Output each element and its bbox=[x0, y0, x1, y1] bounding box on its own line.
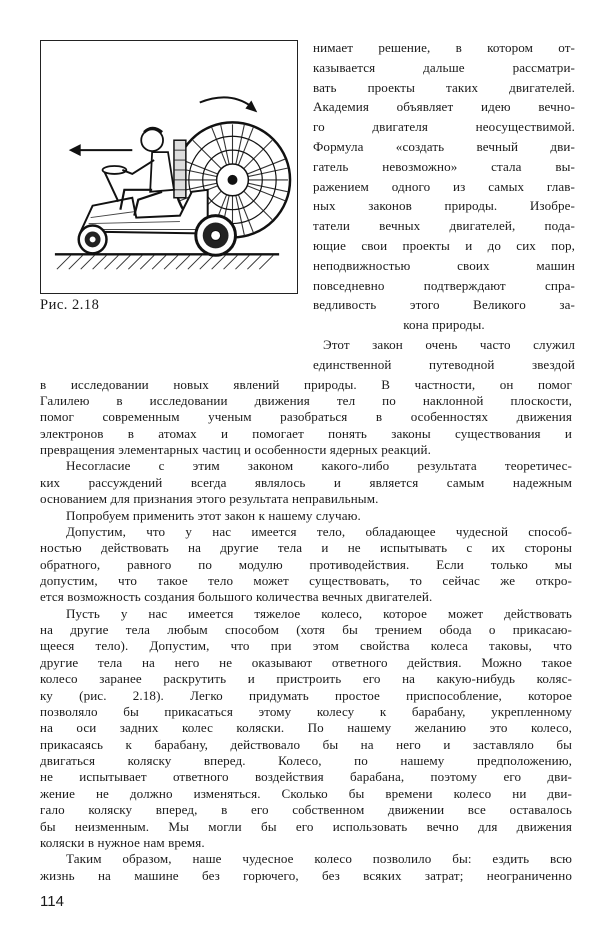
body-line: Таким образом, наше чудесное колесо позволило бы: ездить всю bbox=[66, 851, 572, 867]
body-line: превращения элементарных частиц и особенности ядерных реакций. bbox=[40, 442, 431, 458]
body-line: ется возможность создания большого количества вечных двигателей. bbox=[40, 589, 433, 605]
body-line: Галилею в исследовании движения тел по наклонной плоскости, bbox=[40, 392, 572, 408]
column-line: го двигателя неосуществимой. bbox=[313, 119, 575, 135]
body-line: Попробуем применить этот закон к нашему случаю. bbox=[66, 507, 361, 523]
body-line: Допустим, что у нас имеется тело, обладающее чудесной способ- bbox=[66, 523, 572, 539]
perpetual-wheel-cart-illustration bbox=[41, 41, 297, 293]
body-line: ку (рис. 2.18). Легко придумать простое приспособление, которое bbox=[40, 687, 572, 703]
body-line: Несогласие с этим законом какого-либо результата теоретичес- bbox=[66, 458, 572, 474]
body-line: коляски в нужное нам время. bbox=[40, 834, 205, 850]
body-line: прикасаясь к барабану, действовало бы на него и заставляло бы bbox=[40, 736, 572, 752]
column-line: ющие свои проекты и до сих пор, bbox=[313, 238, 575, 253]
body-line: электронов в атомах и помогает понять законы существования и bbox=[40, 425, 572, 441]
figure-caption: Рис. 2.18 bbox=[40, 297, 100, 313]
column-line: вать проекты таких двигателей. bbox=[313, 79, 575, 95]
body-line: на оси задних колес коляски. По нашему желанию это колесо, bbox=[40, 720, 572, 736]
body-line: щееся тело). Допустим, что при этом свойства колеса таковы, что bbox=[40, 638, 572, 654]
column-line: казывается дальше рассматри- bbox=[313, 59, 575, 75]
column-line: кона природы. bbox=[403, 317, 485, 333]
column-line: гатель невозможно» стала вы- bbox=[313, 158, 575, 174]
body-line: помог современным ученым разобраться в особенностях движения bbox=[40, 409, 572, 425]
column-line: татели вечных двигателей, пода- bbox=[313, 218, 575, 234]
body-line: другие тела на него не оказывают ответного действия. Можно такое bbox=[40, 654, 572, 670]
column-line: единственной путеводной звездой bbox=[313, 356, 575, 372]
figure-2-18 bbox=[40, 40, 298, 294]
body-line: бы неизменным. Мы могли бы его использовать вечно для движения bbox=[40, 818, 572, 834]
body-line: на другие тела любым способом (хотя бы трением обода о прикасаю- bbox=[40, 622, 572, 638]
column-line: ражением одного из самых глав- bbox=[313, 178, 575, 194]
body-line: Пусть у нас имеется тяжелое колесо, которое может действовать bbox=[66, 605, 572, 621]
body-line: допустим, что такое тело может существовать, то сейчас же откро- bbox=[40, 573, 572, 588]
body-line: в исследовании новых явлений природы. В частности, он помог bbox=[40, 376, 572, 392]
column-line: Академия объявляет идею вечно- bbox=[313, 99, 575, 115]
page-number: 114 bbox=[40, 893, 64, 910]
body-line: ностью действовать на другие тела и не испытывать с их стороны bbox=[40, 540, 572, 556]
column-line: нимает решение, в котором от- bbox=[313, 40, 575, 55]
body-line: не испытывает ответного воздействия барабана, поэтому его дви- bbox=[40, 769, 572, 785]
body-line: гало коляску вперед, в его собственном движении все оставалось bbox=[40, 802, 572, 818]
body-line: колесо заранее раскрутить и пристроить его на какую-нибудь коляс- bbox=[40, 671, 572, 687]
body-line: позволяло бы прикасаться этому колесу к барабану, укрепленному bbox=[40, 703, 572, 719]
body-line: обратного, равного по модулю противодействия. Если только мы bbox=[40, 556, 572, 572]
column-line: повседневно подтверждают спра- bbox=[313, 277, 575, 293]
column-line: Формула «создать вечный дви- bbox=[313, 139, 575, 154]
body-line: двигаться коляску вперед. Колесо, по нашему предположению, bbox=[40, 753, 572, 769]
column-line: ведливость этого Великого за- bbox=[313, 297, 575, 313]
body-line: ких рассуждений всегда являлось и является самым надежным bbox=[40, 474, 572, 490]
column-line: Этот закон очень часто служил bbox=[323, 337, 575, 352]
body-line: жение не должно изменяться. Сколько бы времени колесо ни дви- bbox=[40, 785, 572, 801]
column-line: ных законов природы. Изобре- bbox=[313, 198, 575, 214]
body-line: основанием для признания этого результата неправильным. bbox=[40, 491, 379, 507]
body-line: жизнь на машине без горючего, без всяких затрат; неограниченно bbox=[40, 867, 572, 883]
column-line: неподвижностью своих машин bbox=[313, 257, 575, 273]
